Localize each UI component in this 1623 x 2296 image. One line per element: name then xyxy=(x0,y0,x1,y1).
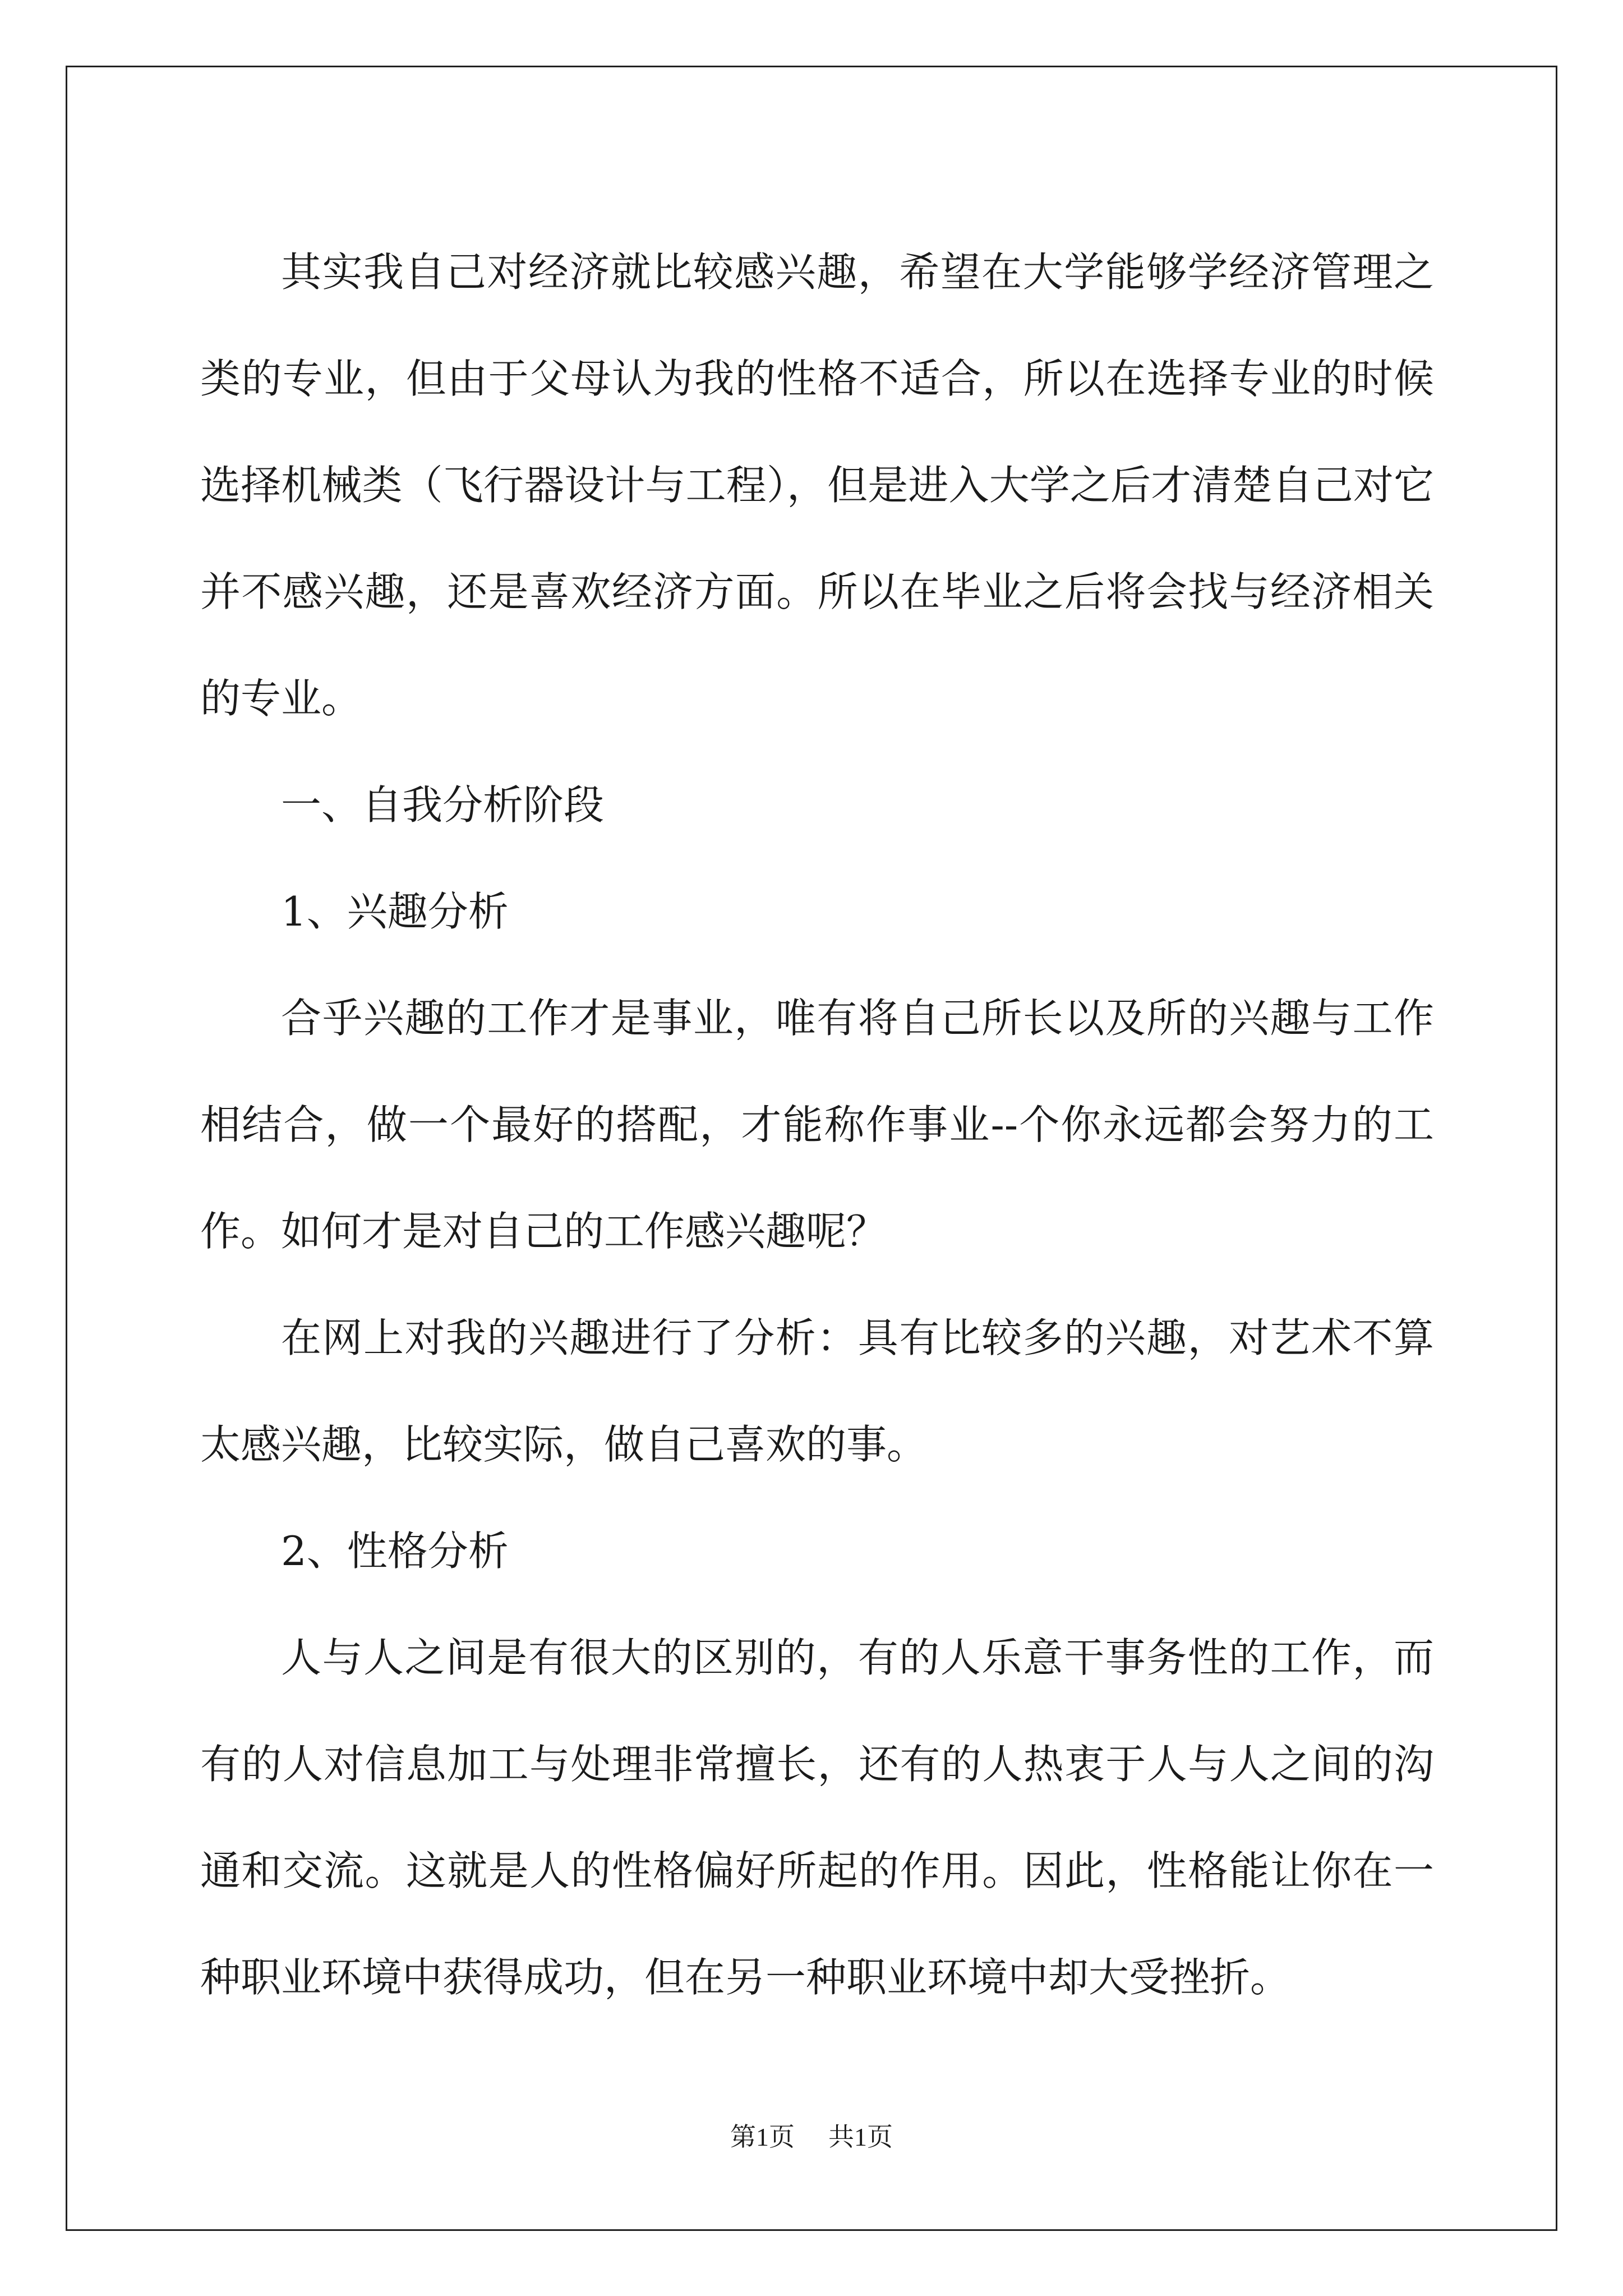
paragraph-personality: 人与人之间是有很大的区别的，有的人乐意干事务性的工作，而有的人对信息加工与处理非常擅长，还有的人热衷于人与人之间的沟通和交流。这就是人的性格偏好所起的作用。因此，性格能让你在一种职业环境中获得成功，但在另一种职业环境中却大受挫折。 xyxy=(200,1634,1434,2001)
page-footer xyxy=(0,2120,1623,2154)
page-number: 第1页 xyxy=(730,2123,795,2151)
heading-personality-analysis: 2、性格分析 xyxy=(281,1527,509,1575)
heading-self-analysis: 一、自我分析阶段 xyxy=(281,781,605,829)
paragraph-interest-test: 在网上对我的兴趣进行了分析：具有比较多的兴趣，对艺术不算太感兴趣，比较实际，做自己喜欢的事。 xyxy=(200,1314,1434,1468)
page-total: 共1页 xyxy=(828,2123,893,2151)
paragraph-intro: 其实我自己对经济就比较感兴趣，希望在大学能够学经济管理之类的专业，但由于父母认为我的性格不适合，所以在选择专业的时候选择机械类（飞行器设计与工程），但是进入大学之后才清楚自己对它并不感兴趣，还是喜欢经济方面。所以在毕业之后将会找与经济相关的专业。 xyxy=(200,249,1434,722)
document-body xyxy=(200,219,1434,2031)
paragraph-interest-career: 合乎兴趣的工作才是事业，唯有将自己所长以及所的兴趣与工作相结合，做一个最好的搭配，才能称作事业--个你永远都会努力的工作。如何才是对自己的工作感兴趣呢？ xyxy=(200,995,1434,1255)
heading-interest-analysis: 1、兴趣分析 xyxy=(281,888,509,935)
